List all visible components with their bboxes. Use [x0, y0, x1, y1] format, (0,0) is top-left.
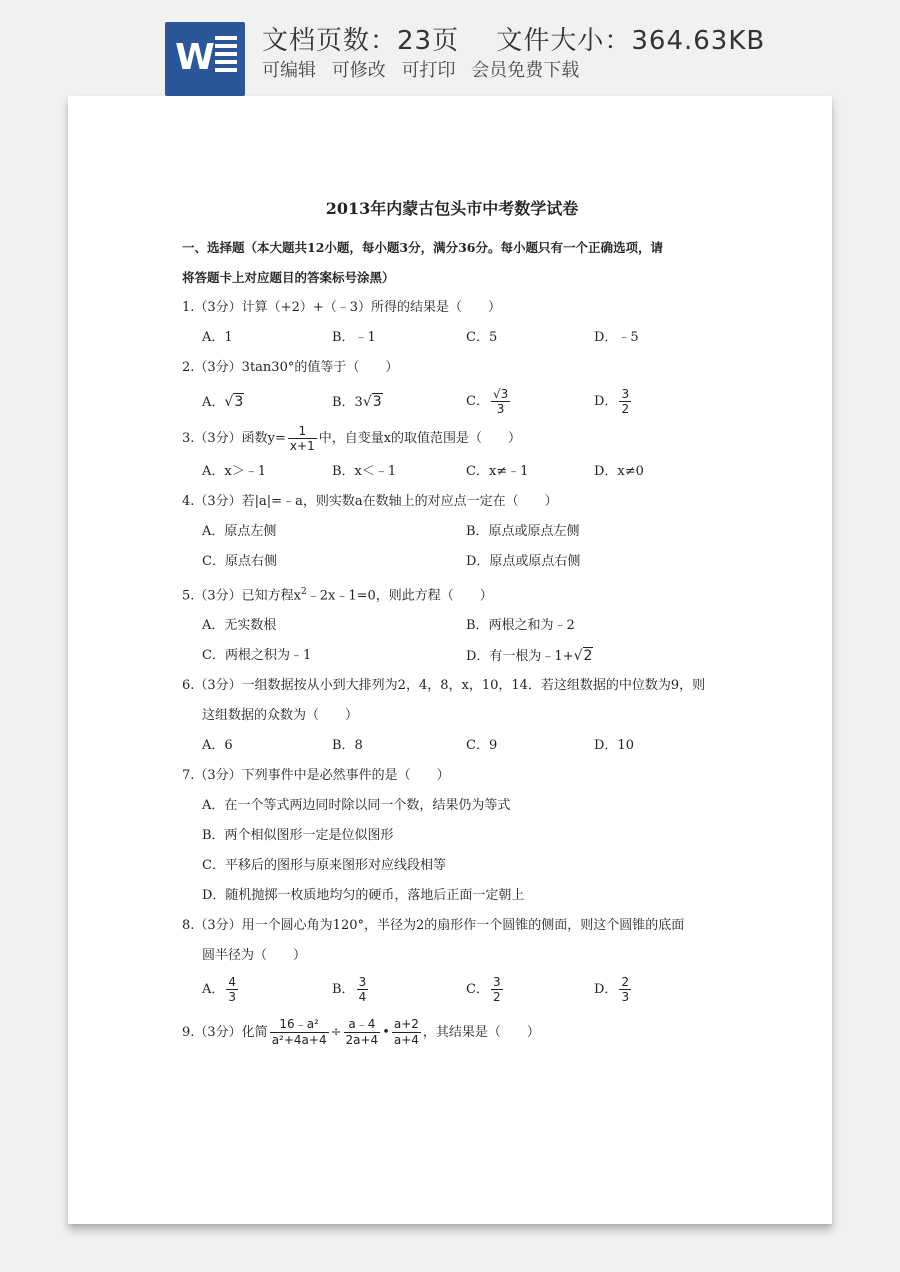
question-7: 7.（3分）下列事件中是必然事件的是（ ）: [182, 768, 450, 784]
question-8-cont: 圆半径为（ ）: [202, 948, 307, 964]
option: D．10: [594, 738, 634, 754]
question-1-options: [182, 323, 722, 353]
question-6-options: [182, 731, 722, 761]
option: B． $\frac{3}{4}$: [332, 975, 367, 1005]
question-5-options-row1: [182, 611, 722, 641]
option: C．x≠﹣1: [466, 464, 529, 479]
exam-title: 2013年内蒙古包头市中考数学试卷: [325, 199, 579, 218]
option: B．﹣1: [332, 330, 376, 345]
question-4: 4.（3分）若|a|=﹣a，则实数a在数轴上的对应点一定在（ ）: [182, 494, 558, 509]
question-6: 6.（3分）一组数据按从小到大排列为2，4，8，x，10，14．若这组数据的中位数为9，则: [182, 678, 706, 694]
option: A．6: [202, 738, 233, 754]
question-4-options-row2: [182, 547, 722, 577]
question-6-cont: 这组数据的众数为（ ）: [202, 708, 359, 724]
option: C．5: [466, 330, 498, 345]
option: C．9: [466, 738, 498, 754]
feature-editable: 可编辑: [262, 60, 316, 81]
option: B．两个相似图形一定是位似图形: [202, 828, 394, 844]
document-page: [68, 96, 832, 1224]
option: A．原点左侧: [202, 524, 277, 539]
option: D． $\frac{3}{2}$: [594, 387, 630, 416]
option: B．x＜﹣1: [332, 464, 397, 479]
question-2-options: [182, 383, 722, 421]
question-4-options-row1: [182, 517, 722, 547]
file-size: 文件大小：364.63KB: [496, 26, 766, 56]
option: A．x＞﹣1: [202, 464, 266, 479]
exam-content: [182, 196, 722, 1057]
option: B．3√3: [332, 394, 382, 410]
question-9: 9.（3分）化简 $\frac{\text{16﹣a²}}{\text{a²+4a+4}}$ ÷ $\frac{a﹣4}{2a+4}$ • $\frac{a+2}{a+4}$ ，其结果是（ ）: [182, 1017, 540, 1048]
feature-member-download: 会员免费下载: [471, 60, 580, 81]
option: D．随机抛掷一枚质地均匀的硬币，落地后正面一定朝上: [202, 888, 525, 904]
file-info: [262, 20, 793, 57]
option: A． $\frac{4}{3}$: [202, 975, 237, 1005]
option: C．平移后的图形与原来图形对应线段相等: [202, 858, 446, 874]
option: D．﹣5: [594, 330, 639, 345]
option: A．√3: [202, 394, 244, 410]
option: A．在一个等式两边同时除以同一个数，结果仍为等式: [202, 798, 511, 814]
option: B．8: [332, 738, 363, 754]
question-1: 1.（3分）计算（+2）+（﹣3）所得的结果是（ ）: [182, 300, 502, 315]
option: D．原点或原点右侧: [466, 554, 581, 569]
page-count: 文档页数：23页: [262, 26, 460, 56]
feature-list: [262, 56, 589, 82]
option: C．两根之积为﹣1: [202, 648, 312, 664]
section-heading: 一、选择题（本大题共12小题，每小题3分，满分36分。每小题只有一个正确选项，请 将答题卡上对应题目的答案标号涂黑）: [182, 240, 663, 285]
question-3-options: [182, 457, 722, 487]
option: A．无实数根: [202, 618, 277, 634]
feature-modifiable: 可修改: [331, 60, 386, 81]
word-doc-icon: [165, 22, 245, 96]
option: C． $\frac{√3}{3}$: [466, 387, 509, 416]
option: C．原点右侧: [202, 554, 277, 569]
question-5: 5.（3分）已知方程$x^2﹣2x﹣1=0$，则此方程（ ）: [182, 587, 493, 604]
word-logo-letter: W: [175, 37, 215, 78]
option: B．原点或原点左侧: [466, 524, 580, 539]
question-2: 2.（3分）3tan30°的值等于（ ）: [182, 360, 399, 375]
question-3: 3.（3分）函数y= $\frac{1}{x+1}$ 中，自变量x的取值范围是（ ）: [182, 424, 522, 453]
option: B．两根之和为﹣2: [466, 618, 575, 634]
question-8-options: [182, 971, 722, 1009]
option: D．有一根为﹣1+√2: [466, 648, 593, 665]
option: D． $\frac{2}{3}$: [594, 975, 630, 1005]
download-banner: [0, 0, 900, 100]
option: C． $\frac{3}{2}$: [466, 975, 501, 1005]
option: D．x≠0: [594, 464, 644, 479]
feature-printable: 可打印: [401, 60, 456, 81]
option: A．1: [202, 330, 233, 345]
question-5-options-row2: [182, 641, 722, 671]
question-8: 8.（3分）用一个圆心角为120°，半径为2的扇形作一个圆锥的侧面，则这个圆锥的底面: [182, 918, 685, 934]
